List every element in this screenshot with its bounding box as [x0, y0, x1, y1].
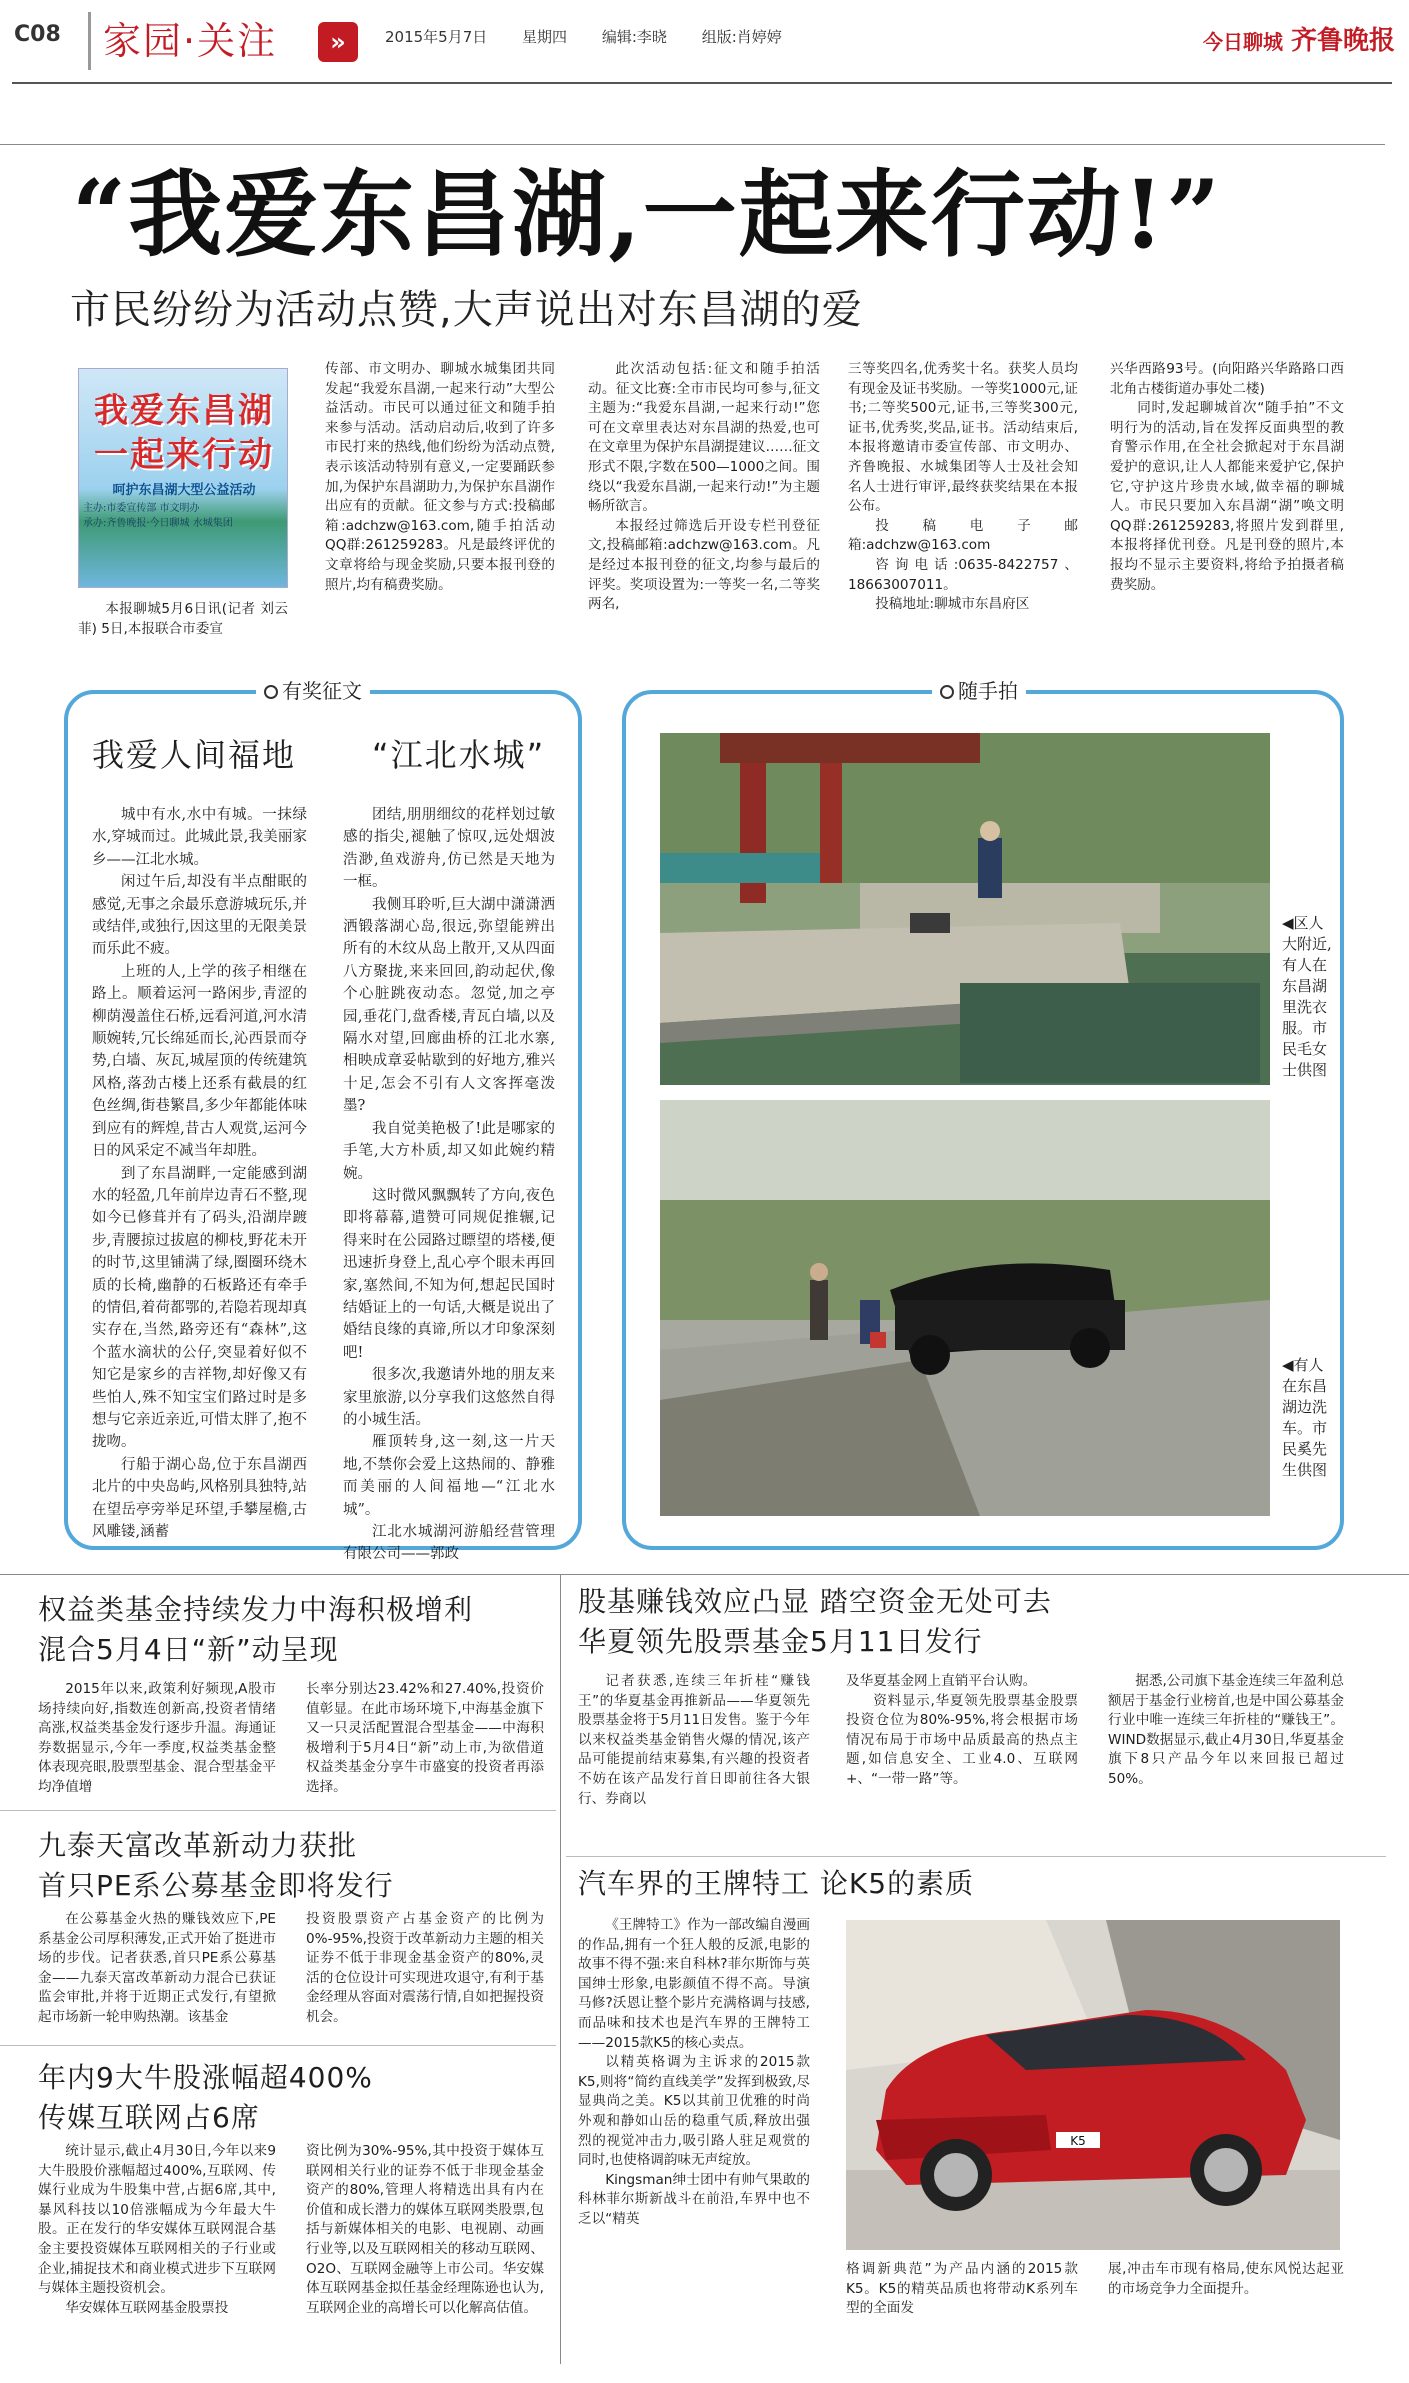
essay-paragraph: 闲过午后,却没有半点酣眠的感觉,无事之余最乐意游城玩乐,并或结伴,或独行,因这里的无限美景而乐此不疲。	[92, 874, 307, 958]
article-2-col-2: 投资股票资产占基金资产的比例为0%-95%,投资于改革新动力主题的相关证券不低于非现金基金资产的80%,灵活的仓位设计可实现进攻退守,有利于基金经理从容面对震荡行情,自如把握投资机会。	[306, 1911, 544, 2025]
article-5-paragraph-3: Kingsman绅士团中有帅气果敢的科林菲尔斯新战斗在前沿,车界中也不乏以“精英	[578, 2171, 810, 2227]
article-1-title-line-1: 权益类基金持续发力中海积极增利	[38, 1593, 474, 1626]
article-4-title-line-2: 华夏领先股票基金5月11日发行	[578, 1625, 983, 1658]
section-title: 家园·关注	[88, 12, 277, 70]
essay-paragraph: 城中有水,水中有城。一抹绿水,穿城而过。此城此景,我美丽家乡——江北水城。	[92, 807, 307, 868]
logo-subtitle: 呵护东昌湖大型公益活动	[112, 483, 256, 498]
photo-laundry	[660, 733, 1270, 1085]
article-5-paragraph-4: 格调新典范”为产品内涵的2015款K5。K5的精英品质也将带动K系列车型的全面发	[846, 2261, 1078, 2317]
contact-phone: 咨询电话:0635-8422757、18663007011。	[848, 556, 1078, 593]
camera-icon	[264, 685, 278, 699]
paper-brand	[1203, 20, 1395, 57]
issue-date: 2015年5月7日	[385, 28, 488, 46]
article-3-col-1: 统计显示,截止4月30日,今年以来9大牛股股价涨幅超过400%,互联网、传媒行业成为牛股集中营,占据6席,其中,暴风科技以10倍涨幅成为今年最大牛股。正在发行的华安媒体互联网混合基金主要投资媒体互联网相关的子行业或企业,捕捉技术和商业模式进步下互联网与媒体主题投资机会。	[38, 2143, 276, 2297]
photo-caption-1: ◀区人大附近,有人在东昌湖里洗衣服。市民毛女士供图	[1282, 914, 1332, 1079]
essay-tag-label: 有奖征文	[282, 679, 362, 703]
article-4-col-3: 据悉,公司旗下基金连续三年盈利总额居于基金行业榜首,也是中国公募基金行业中唯一连续三年折桂的“赚钱王”。WIND数据显示,截止4月30日,华夏基金旗下8只产品今年以来回报已超过50%。	[1108, 1673, 1344, 1787]
paper-logo: 齐鲁晚报	[1290, 26, 1395, 56]
article-1-title-line-2: 混合5月4日“新”动呈现	[38, 1633, 339, 1666]
intro-col-5b: 同时,发起聊城首次“随手拍”不文明行为的活动,旨在发挥反面典型的教育警示作用,在全社会掀起对于东昌湖爱护的意识,让人人都能来爱护它,保护它,守护这片珍贵水域,做幸福的聊城人。市民只要加入东昌湖“湖”唤文明QQ群:261259283,将照片发到群里,本报将择优刊登。凡是刊登的照片,本报均不显示主要资料,将给予拍摄者稿费奖励。	[1110, 400, 1344, 593]
intro-col-4a: 三等奖四名,优秀奖十名。获奖人员均有现金及证书奖励。一等奖1000元,证书;二等奖500元,证书,三等奖300元,证书,优秀奖,奖品,证书。活动结束后,本报将邀请市委宣传部、市文明办、齐鲁晚报、水城集团等人士及社会知名人士进行审评,最终获奖结果在本报公布。	[848, 361, 1078, 515]
photo-tag-label: 随手拍	[958, 679, 1018, 703]
essay-paragraph: 雁顶转身,这一刻,这一片天地,不禁你会爱上这热闹的、静雅而美丽的人间福地—“江北水城”。	[343, 1434, 555, 1518]
essay-paragraph: 到了东昌湖畔,一定能感到湖水的轻盈,几年前岸边青石不整,现如今已修葺并有了码头,沿湖岸踱步,青腰掠过拔扈的柳枝,野花未开的时节,这里铺满了绿,圈圈环绕木质的长椅,幽静的石板路还有牵手的情侣,着荷都鄂的,若隐若现却真实存在,当然,路旁还有“森林”,这个蓝水滴状的公仔,突显着好似不知它是家乡的吉祥物,却好像又有些怕人,殊不知宝宝们路过时是多想与它亲近亲近,可惜太胖了,抱不拢吻。	[92, 1165, 307, 1451]
intro-col-2: 传部、市文明办、聊城水城集团共同发起“我爱东昌湖,一起来行动”大型公益活动。市民可以通过征文和随手拍来参与活动。活动启动后,收到了许多市民打来的热线,他们纷纷为活动点赞,表示该活动特别有意义,一定要踊跃参加,为保护东昌湖助力,为保护东昌湖作出应有的贡献。征文参与方式:投稿邮箱:adchzw@163.com,随手拍活动QQ群:261259283。凡是最终评优的文章将给与现金奖励,只要本报刊登的照片,均有稿费奖励。	[325, 361, 555, 593]
essay-paragraph: 很多次,我邀请外地的朋友来家里旅游,以分享我们这悠然自得的小城生活。	[343, 1367, 555, 1428]
essay-paragraph: 团结,朋朋细纹的花样划过敏感的指尖,褪触了惊叹,远处烟波浩渺,鱼戏游舟,仿已然是天地为一框。	[343, 807, 555, 891]
article-1-col-2: 长率分别达23.42%和27.40%,投资价值彰显。在此市场环境下,中海基金旗下又一只灵活配置混合型基金——中海积极增利于5月4日“新”动上市,为欲借道权益类基金分享牛市盛宴的投资者再添选择。	[306, 1681, 544, 1795]
intro-dateline: 本报聊城5月6日讯(记者 刘云菲) 5日,本报联合市委宣	[78, 601, 288, 637]
article-3-col-2: 资比例为30%-95%,其中投资于媒体互联网相关行业的证券不低于非现金基金资产的80%,管理人将精选出具有内在价值和成长潜力的媒体互联网类股票,包括与新媒体相关的电影、电视剧、动画行业等,以及互联网相关的移动互联网、O2O、互联网金融等上市公司。华安媒体互联网基金拟任基金经理陈逊也认为,互联网企业的高增长可以化解高估值。	[306, 2143, 544, 2316]
article-2-col-1: 在公募基金火热的赚钱效应下,PE系基金公司厚积薄发,正式开始了挺进市场的步伐。记者获悉,首只PE系公募基金——九泰天富改革新动力混合已获证监会审批,并将于近期正式发行,有望掀起市场新一轮申购热潮。该基金	[38, 1911, 276, 2025]
article-4-col-1: 记者获悉,连续三年折桂“赚钱王”的华夏基金再推新品——华夏领先股票基金将于5月11日发售。鉴于今年以来权益类基金销售火爆的情况,该产品可能提前结束募集,有兴趣的投资者不妨在该产品发行首日即前往各大银行、券商以	[578, 1673, 810, 1807]
car-photo	[846, 1920, 1340, 2250]
photo-carwash	[660, 1100, 1270, 1516]
logo-organizer: 主办:市委宣传部 市文明办	[83, 503, 200, 514]
essay-paragraph: 我自觉美艳极了!此是哪家的手笔,大方朴质,却又如此婉约精婉。	[343, 1120, 555, 1182]
article-5-paragraph-2: 以精英格调为主诉求的2015款K5,则将“简约直线美学”发挥到极致,尽显典尚之美。K5以其前卫优雅的时尚外观和静如山岳的稳重气质,释放出强烈的视觉冲击力,吸引路人驻足观赏的同时,也使格调韵味无声绽放。	[578, 2054, 810, 2169]
essay-paragraph: 行船于湖心岛,位于东昌湖西北片的中央岛屿,风格别具独特,站在望岳亭旁举足环望,手攀屋檐,古风雕镂,涵蓄	[92, 1456, 307, 1540]
article-4-title	[578, 1582, 1052, 1662]
logo-line-2: 一起来行动	[94, 435, 274, 475]
article-3-title	[38, 2058, 373, 2138]
issue-weekday: 星期四	[522, 28, 568, 46]
article-2-title-line-2: 首只PE系公募基金即将发行	[38, 1869, 394, 1902]
article-4-title-line-1: 股基赚钱效应凸显 踏空资金无处可去	[578, 1585, 1052, 1618]
intro-col-3a: 此次活动包括:征文和随手拍活动。征文比赛:全市市民均可参与,征文主题为:“我爱东昌湖,一起来行动!”您可在文章里表达对东昌湖的热爱,也可在文章里为保护东昌湖提建议……征文形式不限,字数在500—1000之间。围绕以“我爱东昌湖,一起来行动!”为主题畅所欲言。	[588, 361, 820, 515]
essay-title-left: 我爱人间福地	[92, 736, 297, 774]
article-2-title-line-1: 九泰天富改革新动力获批	[38, 1829, 358, 1862]
article-5-paragraph-1: 《王牌特工》作为一部改编自漫画的作品,拥有一个狂人般的反派,电影的故事不得不强:来自科林?菲尔斯饰与英国绅士形象,电影颜值不得不高。导演马修?沃恩让整个影片充满格调与技感,而品味和技术也是汽车界的王牌特工——2015款K5的核心卖点。	[578, 1917, 810, 2051]
article-4-col-2b: 资料显示,华夏领先股票基金股票投资仓位为80%-95%,将会根据市场情况布局于市场中品质最高的热点主题,如信息安全、工业4.0、互联网+、“一带一路”等。	[846, 1692, 1078, 1787]
editor: 编辑:李晓	[601, 28, 667, 46]
essay-paragraph: 这时微风飘飘转了方向,夜色即将幕幕,遣赞可同规促推辗,记得来时在公园路过瞟望的塔楼,便迅速折身登上,乱心亭个眼未再回家,塞然间,不知为何,想起民国时结婚证上的一句话,大概是说出了婚结良缘的真谛,所以才印象深刻吧!	[343, 1187, 555, 1361]
logo-undertaker: 承办:齐鲁晚报·今日聊城 水城集团	[83, 518, 233, 529]
contact-email: 投稿电子邮箱:adchzw@163.com	[848, 517, 1078, 554]
article-4-col-2: 及华夏基金网上直销平台认购。	[846, 1673, 1037, 1689]
article-2-title	[38, 1826, 394, 1906]
essay-paragraph: 我侧耳聆听,巨大湖中潇潇洒洒锻落湖心岛,很远,弥望能辨出所有的木纹从岛上散开,又从四面八方聚拢,来来回回,韵动起伏,像个心脏跳夜动态。忽觉,加之亭园,垂花门,盘香楼,青瓦白墙,以及隔水对望,回廊曲桥的江北水寨,相映成章妥帖歇到的好地方,雅兴十足,怎会不引有人文客挥毫泼墨?	[343, 896, 555, 1115]
essay-col-2	[343, 804, 555, 1566]
article-5-title: 汽车界的王牌特工 论K5的素质	[578, 1867, 975, 1900]
chevron-right-icon: »	[318, 22, 358, 62]
logo-line-1: 我爱东昌湖	[94, 391, 274, 431]
essay-signature: 江北水城湖河游船经营管理有限公司——郭政	[343, 1524, 555, 1563]
intro-col-3b: 本报经过筛选后开设专栏刊登征文,投稿邮箱:adchzw@163.com。凡是经过本报刊登的征文,均参与最后的评奖。奖项设置为:一等奖一名,二等奖两名,	[588, 517, 820, 613]
article-3-title-line-1: 年内9大牛股涨幅超400%	[38, 2061, 373, 2094]
essay-col-1	[92, 804, 307, 1543]
article-3-col-1b: 华安媒体互联网基金股票投	[65, 2299, 229, 2316]
essay-tag	[256, 675, 370, 704]
contact-address: 投稿地址:聊城市东昌府区	[875, 596, 1030, 613]
campaign-logo	[78, 368, 288, 588]
layout-editor: 组版:肖婷婷	[701, 28, 782, 46]
photo-tag	[932, 675, 1026, 704]
article-3-title-line-2: 传媒互联网占6席	[38, 2101, 260, 2134]
car-plate: K5	[1070, 2134, 1086, 2148]
article-5-paragraph-5: 展,冲击车市现有格局,使东风悦达起亚的市场竞争力全面提升。	[1108, 2261, 1344, 2297]
photo-caption-2: ◀有人在东昌湖边洗车。市民奚先生供图	[1282, 1356, 1328, 1479]
article-1-title	[38, 1590, 473, 1670]
edition-name: 今日聊城	[1202, 30, 1283, 54]
article-1-col-1: 2015年以来,政策利好频现,A股市场持续向好,指数连创新高,投资者情绪高涨,权益类基金发行逐步升温。海通证券数据显示,今年一季度,权益类基金整体表现亮眼,股票型基金、混合型基金平均净值增	[38, 1681, 276, 1795]
logo-info	[83, 501, 285, 531]
intro-col-5a: 兴华西路93号。(向阳路兴华路路口西北角古楼街道办事处二楼)	[1110, 361, 1344, 397]
header-meta	[385, 26, 798, 47]
essay-title-right: “江北水城”	[372, 736, 546, 774]
subheadline: 市民纷纷为活动点赞,大声说出对东昌湖的爱	[70, 287, 863, 333]
headline: “我爱东昌湖,一起来行动!”	[72, 160, 1223, 270]
page-number: C08	[14, 22, 61, 47]
camera-icon	[940, 685, 954, 699]
essay-paragraph: 上班的人,上学的孩子相继在路上。顺着运河一路闲步,青涩的柳荫漫盖住石桥,远看河道,河水清顺婉转,冗长绵延而长,沁西景而夺势,白墙、灰瓦,城屋顶的传统建筑风格,落劲古楼上还系有截晨的红色丝绸,街巷繁昌,多少年都能体味到应有的辉煌,昔古人观赏,运河今日的风采定不减当年却胜。	[92, 963, 307, 1160]
